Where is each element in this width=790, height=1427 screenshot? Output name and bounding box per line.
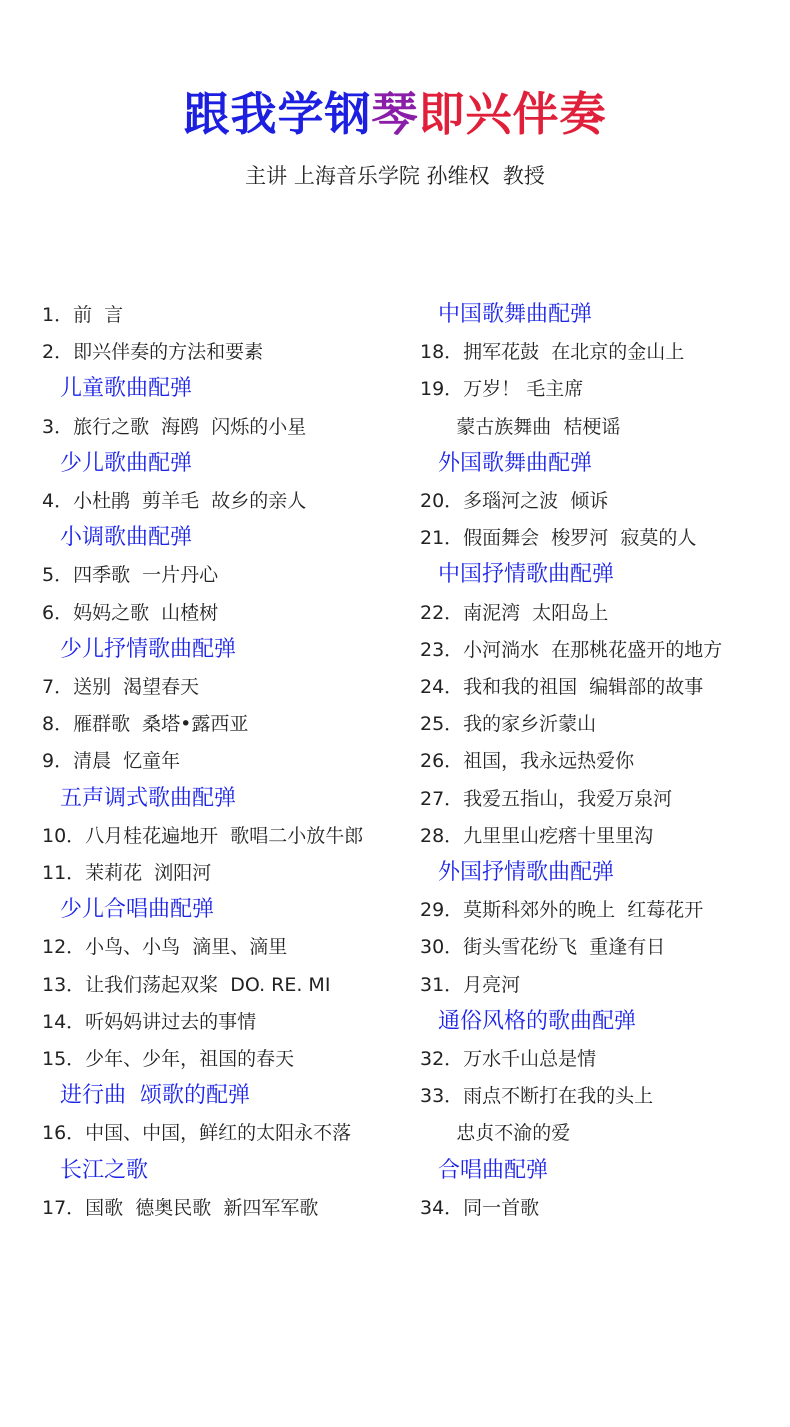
contents-item: 29．莫斯科郊外的晚上 红莓花开 — [420, 899, 704, 921]
contents-item: 14．听妈妈讲过去的事情 — [42, 1011, 257, 1033]
page-title — [0, 78, 790, 144]
section-heading: 中国抒情歌曲配弹 — [438, 562, 615, 587]
contents-item: 9．清晨 忆童年 — [42, 750, 181, 772]
contents-item: 5．四季歌 一片丹心 — [42, 564, 219, 586]
section-heading: 少儿歌曲配弹 — [60, 451, 193, 476]
contents-item: 34．同一首歌 — [420, 1197, 540, 1219]
contents-item: 13．让我们荡起双桨 DO. RE. MI — [42, 974, 331, 996]
section-heading: 五声调式歌曲配弹 — [60, 786, 237, 811]
section-heading: 少儿合唱曲配弹 — [60, 897, 215, 922]
contents-item: 22．南泥湾 太阳岛上 — [420, 602, 609, 624]
contents-item: 18．拥军花鼓 在北京的金山上 — [420, 341, 685, 363]
section-heading: 通俗风格的歌曲配弹 — [438, 1009, 637, 1034]
contents-item: 25．我的家乡沂蒙山 — [420, 713, 597, 735]
contents-item: 7．送别 渴望春天 — [42, 676, 200, 698]
contents-item: 11．茉莉花 浏阳河 — [42, 862, 212, 884]
section-heading: 外国歌舞曲配弹 — [438, 451, 593, 476]
contents-item: 2．即兴伴奏的方法和要素 — [42, 341, 264, 363]
contents-item: 24．我和我的祖国 编辑部的故事 — [420, 676, 704, 698]
contents-item: 1．前 言 — [42, 304, 124, 326]
title-part-blue: 跟我学钢 — [183, 87, 372, 141]
section-heading: 长江之歌 — [60, 1158, 149, 1183]
section-heading: 少儿抒情歌曲配弹 — [60, 637, 237, 662]
title-part-red: 即兴伴奏 — [418, 87, 607, 141]
contents-item: 蒙古族舞曲 桔梗谣 — [420, 416, 621, 438]
section-heading: 中国歌舞曲配弹 — [438, 302, 593, 327]
contents-item: 10．八月桂花遍地开 歌唱二小放牛郎 — [42, 825, 364, 847]
contents-item: 15．少年、少年，祖国的春天 — [42, 1048, 295, 1070]
subtitle: 主讲 上海音乐学院 孙维权 教授 — [245, 164, 545, 188]
section-heading: 合唱曲配弹 — [438, 1158, 549, 1183]
contents-item: 6．妈妈之歌 山楂树 — [42, 602, 219, 624]
contents-item: 8．雁群歌 桑塔•露西亚 — [42, 713, 249, 735]
contents-item: 23．小河淌水 在那桃花盛开的地方 — [420, 639, 723, 661]
contents-item: 17．国歌 德奥民歌 新四军军歌 — [42, 1197, 319, 1219]
contents-item: 12．小鸟、小鸟 滴里、滴里 — [42, 936, 288, 958]
contents-item: 27．我爱五指山，我爱万泉河 — [420, 788, 673, 810]
title-part-purple: 琴 — [371, 87, 419, 141]
section-heading: 儿童歌曲配弹 — [60, 376, 193, 401]
contents-item: 33．雨点不断打在我的头上 — [420, 1085, 654, 1107]
contents-item: 31．月亮河 — [420, 974, 521, 996]
contents-item: 20．多瑙河之波 倾诉 — [420, 490, 609, 512]
contents-item: 19．万岁！ 毛主席 — [420, 378, 584, 400]
contents-item: 21．假面舞会 梭罗河 寂莫的人 — [420, 527, 697, 549]
contents-item: 32．万水千山总是情 — [420, 1048, 597, 1070]
contents-item: 3．旅行之歌 海鸥 闪烁的小星 — [42, 416, 307, 438]
contents-item: 30．街头雪花纷飞 重逢有日 — [420, 936, 666, 958]
contents-item: 忠贞不渝的爱 — [420, 1122, 571, 1144]
section-heading: 小调歌曲配弹 — [60, 525, 193, 550]
contents-item: 16．中国、中国，鲜红的太阳永不落 — [42, 1122, 352, 1144]
section-heading: 进行曲 颂歌的配弹 — [60, 1083, 250, 1108]
contents-item: 28．九里里山疙瘩十里里沟 — [420, 825, 654, 847]
section-heading: 外国抒情歌曲配弹 — [438, 860, 615, 885]
contents-item: 4．小杜鹃 剪羊毛 故乡的亲人 — [42, 490, 307, 512]
contents-item: 26．祖国，我永远热爱你 — [420, 750, 635, 772]
